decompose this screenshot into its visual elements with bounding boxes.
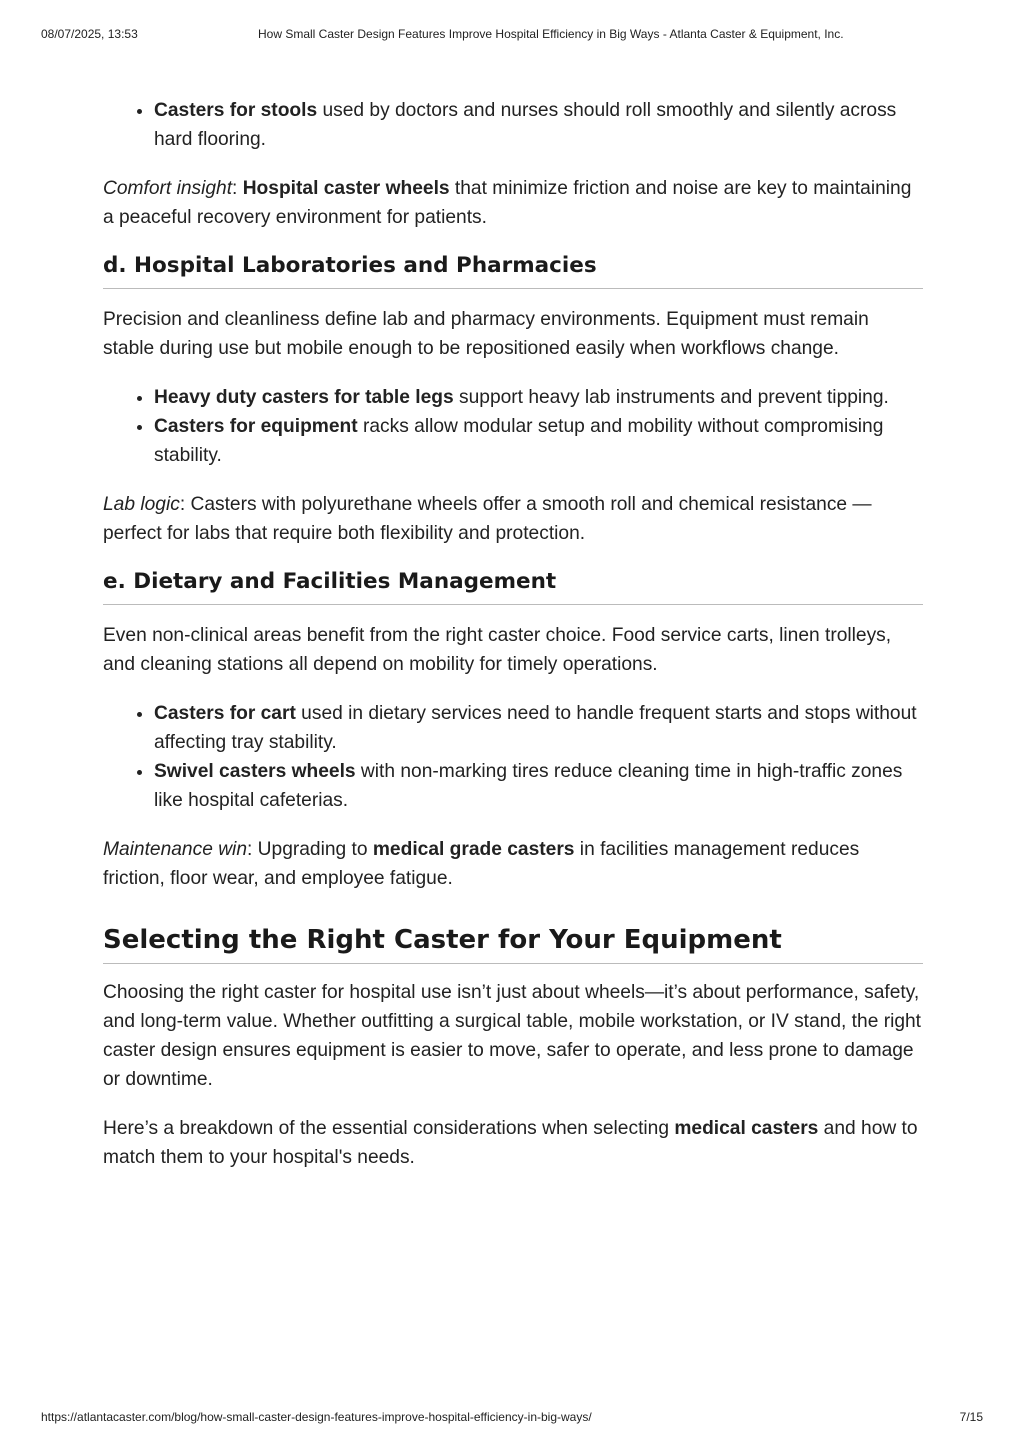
paragraph-text-before: Here’s a breakdown of the essential considerations when selecting <box>103 1118 675 1139</box>
maintenance-note <box>103 835 923 893</box>
dietary-list <box>103 699 923 815</box>
section-intro-labs: Precision and cleanliness define lab and pharmacy environments. Equipment must remain stable during use but mobile enough to be repositioned easily when workflows change. <box>103 309 869 359</box>
note-label: Maintenance win <box>103 839 247 860</box>
list-item-text: used by doctors and nurses should roll smoothly and silently across hard flooring. <box>154 100 897 150</box>
note-label: Comfort insight <box>103 178 233 199</box>
list-item-text: with non-marking tires reduce cleaning time in high-traffic zones like hospital cafeterias. <box>154 761 903 811</box>
list-item-bold: Casters for equipment <box>154 416 358 437</box>
list-item <box>154 699 923 757</box>
comfort-insight <box>103 174 923 232</box>
note-text-before: : Upgrading to <box>247 839 373 860</box>
section-heading-dietary: e. Dietary and Facilities Management <box>103 568 923 605</box>
list-item-bold: Swivel casters wheels <box>154 761 356 782</box>
print-url: https://atlantacaster.com/blog/how-small-caster-design-features-improve-hospital-efficiency-in-big-ways/ <box>41 1410 592 1424</box>
article-content <box>103 96 923 1192</box>
note-bold: Hospital caster wheels <box>242 178 450 199</box>
list-item <box>154 96 923 154</box>
lab-logic-note <box>103 490 923 548</box>
list-item-bold: Casters for stools <box>154 100 318 121</box>
list-item <box>154 757 923 815</box>
labs-list <box>103 383 923 470</box>
note-label: Lab logic <box>103 494 180 515</box>
selecting-paragraph-2 <box>103 1114 923 1172</box>
paragraph-text-after: and how to match them to your hospital's needs. <box>103 1118 918 1168</box>
note-bold: medical grade casters <box>372 839 575 860</box>
paragraph-bold: medical casters <box>674 1118 819 1139</box>
note-text: : Casters with polyurethane wheels offer a smooth roll and chemical resistance —perfect for labs that require both flexibility and protection. <box>103 494 872 544</box>
list-item-bold: Casters for cart <box>154 703 296 724</box>
section-heading-labs: d. Hospital Laboratories and Pharmacies <box>103 252 923 289</box>
section-intro-dietary: Even non-clinical areas benefit from the right caster choice. Food service carts, linen trolleys, and cleaning stations all depend on mobility for timely operations. <box>103 625 892 675</box>
list-item-text: racks allow modular setup and mobility without compromising stability. <box>154 416 884 466</box>
page-number: 7/15 <box>959 1410 983 1424</box>
note-text: that minimize friction and noise are key to maintaining a peaceful recovery environment for patients. <box>103 178 912 228</box>
print-datetime: 08/07/2025, 13:53 <box>41 27 138 41</box>
list-item-bold: Heavy duty casters for table legs <box>154 387 454 408</box>
note-separator: : <box>232 178 243 199</box>
note-text-after: in facilities management reduces friction, floor wear, and employee fatigue. <box>103 839 860 889</box>
list-item-text: used in dietary services need to handle frequent starts and stops without affecting tray stability. <box>154 703 917 753</box>
list-item <box>154 412 923 470</box>
selecting-paragraph-1: Choosing the right caster for hospital use isn’t just about wheels—it’s about performance, safety, and long-term value. Whether outfitting a surgical table, mobile workstation, or IV stand, the right caster design ensures equipment is easier to move, safer to operate, and less prone to damage or downtime. <box>103 982 922 1090</box>
list-item <box>154 383 923 412</box>
print-page-title: How Small Caster Design Features Improve Hospital Efficiency in Big Ways - Atlanta Caster & Equipment, Inc. <box>258 27 844 41</box>
list-item-text: support heavy lab instruments and prevent tipping. <box>453 387 889 408</box>
print-header <box>0 27 1024 43</box>
print-footer <box>0 1410 1024 1426</box>
stools-list <box>103 96 923 154</box>
section-heading-selecting: Selecting the Right Caster for Your Equipment <box>103 923 923 964</box>
